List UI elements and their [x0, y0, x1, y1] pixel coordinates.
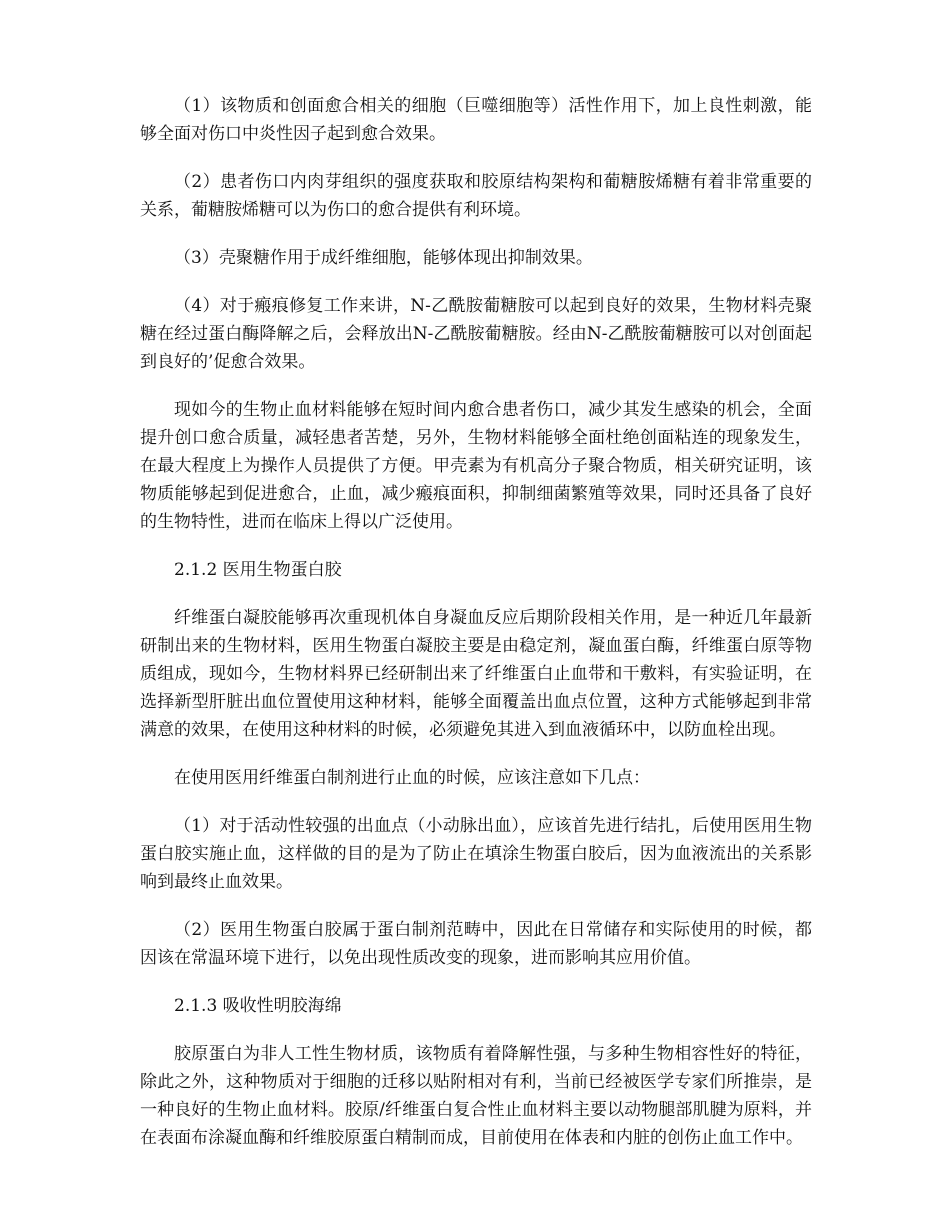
paragraph-3: （3）壳聚糖作用于成纤维细胞，能够体现出抑制效果。 — [174, 248, 593, 268]
document-page — [140, 92, 812, 1172]
paragraph-8: （1）对于活动性较强的出血点（小动脉出血），应该首先进行结扎，后使用医用生物蛋白胶实施止血，这样做的目的是为了防止在填涂生物蛋白胶后，因为血液流出的关系影响到最终止血效果。 — [140, 816, 812, 892]
paragraph-1: （1）该物质和创面愈合相关的细胞（巨噬细胞等）活性作用下，加上良性刺激，能够全面对伤口中炎性因子起到愈合效果。 — [140, 96, 812, 144]
section-heading-2-1-2: 2.1.2 医用生物蛋白胶 — [174, 560, 342, 580]
paragraph-6: 纤维蛋白凝胶能够再次重现机体自身凝血反应后期阶段相关作用，是一种近几年最新研制出来的生物材料，医用生物蛋白凝胶主要是由稳定剂，凝血蛋白酶，纤维蛋白原等物质组成，现如今，生物材料界已经研制出来了纤维蛋白止血带和干敷料，有实验证明，在选择新型肝脏出血位置使用这种材料，能够全面覆盖出血点位置，这种方式能够起到非常满意的效果，在使用这种材料的时候，必须避免其进入到血液循环中，以防血栓出现。 — [140, 608, 812, 740]
paragraph-5: 现如今的生物止血材料能够在短时间内愈合患者伤口，减少其发生感染的机会，全面提升创口愈合质量，减轻患者苦楚，另外，生物材料能够全面杜绝创面粘连的现象发生，在最大程度上为操作人员提供了方便。甲壳素为有机高分子聚合物质，相关研究证明，该物质能够起到促进愈合，止血，减少瘢痕面积，抑制细菌繁殖等效果，同时还具备了良好的生物特性，进而在临床上得以广泛使用。 — [140, 400, 812, 532]
paragraph-4: （4）对于瘢痕修复工作来讲，N-乙酰胺葡糖胺可以起到良好的效果，生物材料壳聚糖在经过蛋白酶降解之后，会释放出N-乙酰胺葡糖胺。经由N-乙酰胺葡糖胺可以对创面起到良好的’促愈合效果。 — [140, 296, 812, 372]
paragraph-10: 胶原蛋白为非人工性生物材质，该物质有着降解性强，与多种生物相容性好的特征，除此之外，这种物质对于细胞的迁移以贴附相对有利，当前已经被医学专家们所推崇，是一种良好的生物止血材料。胶原/纤维蛋白复合性止血材料主要以动物腿部肌腱为原料，并在表面布涂凝血酶和纤维胶原蛋白精制而成，目前使用在体表和内脏的创伤止血工作中。 — [140, 1044, 812, 1148]
paragraph-9: （2）医用生物蛋白胶属于蛋白制剂范畴中，因此在日常储存和实际使用的时候，都因该在常温环境下进行，以免出现性质改变的现象，进而影响其应用价值。 — [140, 920, 812, 968]
paragraph-7: 在使用医用纤维蛋白制剂进行止血的时候，应该注意如下几点： — [174, 768, 650, 788]
section-heading-2-1-3: 2.1.3 吸收性明胶海绵 — [174, 996, 342, 1016]
paragraph-2: （2）患者伤口内肉芽组织的强度获取和胶原结构架构和葡糖胺烯糖有着非常重要的关系，葡糖胺烯糖可以为伤口的愈合提供有利环境。 — [140, 172, 812, 220]
